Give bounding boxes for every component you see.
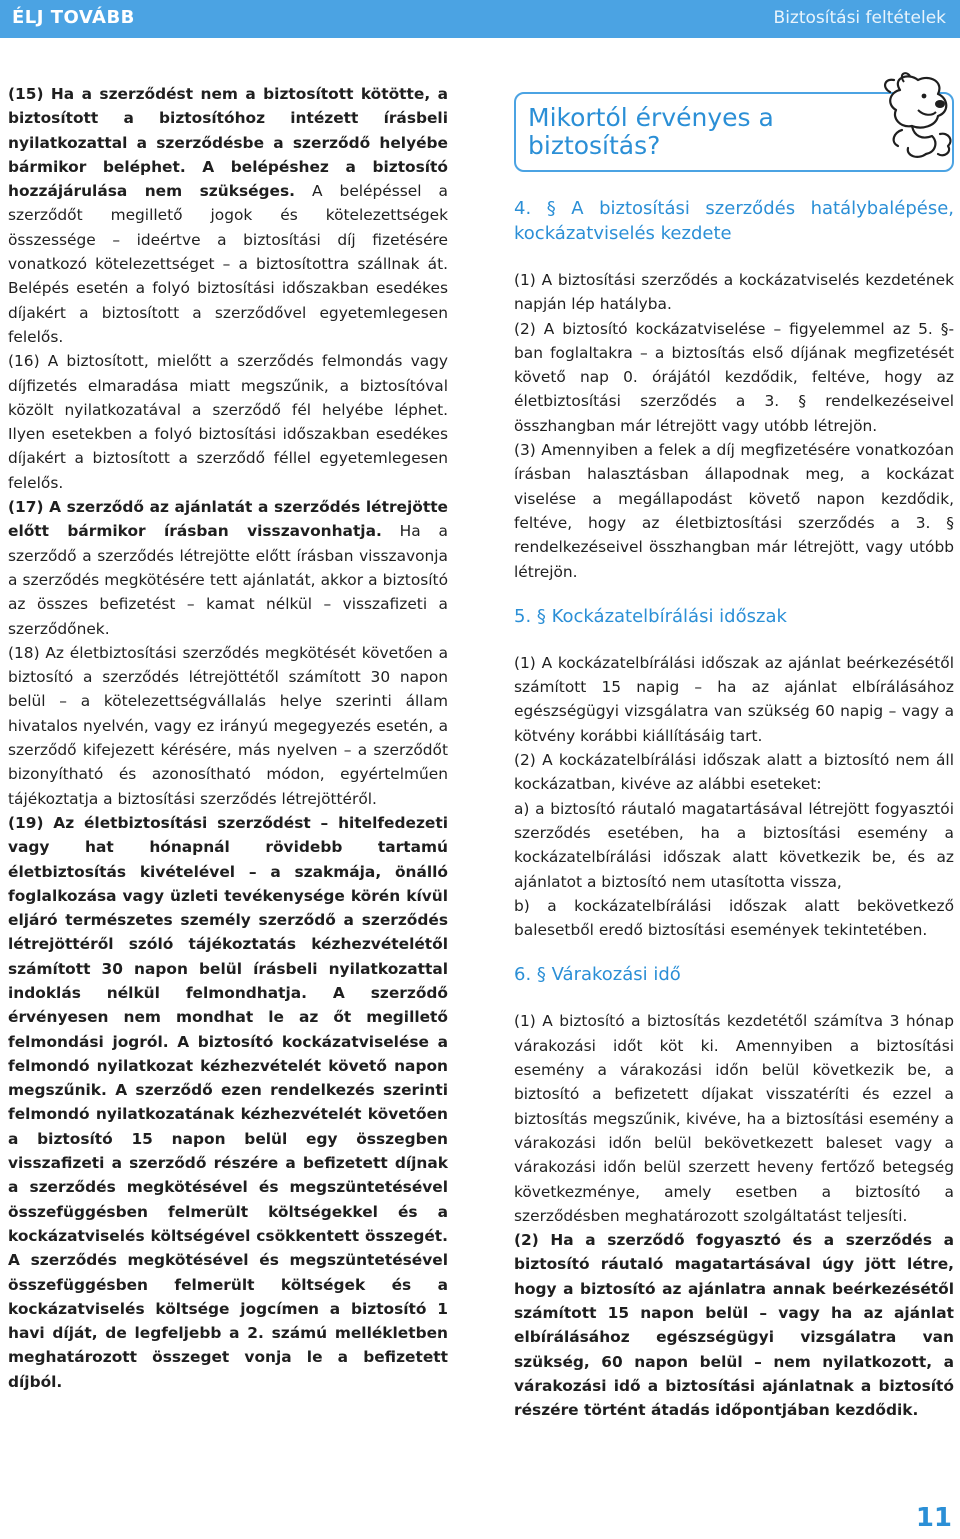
right-column <box>514 196 954 1422</box>
section-4-paragraph-2: (2) A biztosító kockázatviselése – figyelemmel az 5. §-ban foglaltakra – a biztosítás első díjának megfizetését követő nap 0. órájától kezdődik, feltéve, hogy az életbiztosítási szerződés a 3. § rendelkezéseivel összhangban már létrejött vagy utóbb létrejön. <box>514 319 954 435</box>
paragraph-16: (16) A biztosított, mielőtt a szerződés felmondás vagy díjfizetés elmaradása miatt megszűnik, a biztosítóval közölt nyilatkozatával a szerződő fél helyébe léphet. Ilyen esetekben a folyó biztosítási időszakban esedékes díjakért a biztosított a szerződő féllel egyetemlegesen felelős. <box>8 352 448 492</box>
section-6-title: 6. § Várakozási idő <box>514 964 681 986</box>
header-bar <box>0 0 960 38</box>
section-5-paragraph-2: (2) A kockázatelbírálási időszak alatt a biztosító nem áll kockázatban, kivéve az alábbi eseteket: <box>514 751 954 794</box>
page-number: 11 <box>915 1503 952 1533</box>
paragraph-18: (18) Az életbiztosítási szerződés megkötését követően a biztosító a szerződés létrejöttétől számított 30 napon belül – a kötelezettségvállalás helye szerinti állam hivatalos nyelvén, vagy ez irányú megegyezés esetén, a szerződő kifejezett kérésére, más nyelven – a szerződőt bizonyítható és azonosítható módon, egyértelműen tájékoztatja a biztosítási szerződés létrejöttéről. <box>8 643 448 808</box>
paragraph-15-rest: A belépéssel a szerződőt megillető jogok és kötelezettségek összessége – ideértve a biztosítási díj fizetésére vonatkozó kötelezettséget – a biztosítottra szállnak át. Belépés esetén a folyó biztosítási időszakban esedékes díjakért a biztosított a szerződővel egyetemlegesen felelős. <box>8 182 448 346</box>
left-column <box>8 82 448 1394</box>
section-6-paragraph-1: (1) A biztosító a biztosítás kezdetétől számítva 3 hónap várakozási időt köt ki. Amennyiben a biztosítási esemény a várakozási időn belül következik be, a biztosító a befizetett díjakat visszatéríti és ezzel a biztosítás megszűnik, kivéve, ha a biztosítási esemény a várakozási időn belül bekövetkezett baleset vagy a várakozási időn belül szerzett heveny fertőző betegség következménye, amely esetben a biztosító a szerződésben meghatározott szolgáltatást teljesíti. <box>514 1012 954 1225</box>
section-5-title: 5. § Kockázatelbírálási időszak <box>514 605 787 627</box>
paragraph-17 <box>8 495 448 641</box>
paragraph-15 <box>8 82 448 349</box>
section-5-item-b: b) a kockázatelbírálási időszak alatt bekövetkező balesetből eredő biztosítási események tekintetében. <box>514 896 954 940</box>
paragraph-19: (19) Az életbiztosítási szerződést – hitelfedezeti vagy hat hónapnál rövidebb tartamú életbiztosítás kivételével – a szakmája, önálló foglalkozása vagy üzleti tevékenysége körén kívül eljáró természetes személy szerződő a szerződés létrejöttéről szóló tájékoztatás kézhezvételétől számított 30 napon belül írásbeli nyilatkozattal indoklás nélkül felmondhatja. A szerződő érvényesen nem mondhat le az őt megillető felmondási jogról. A biztosító kockázatviselése a felmondó nyilatkozat kézhezvételét követő napon megszűnik. A szerződő ezen rendelkezés szerinti felmondó nyilatkozatának kézhezvételét követően a biztosító 15 napon belül egy összegben visszafizeti a szerződő részére a befizetett díjnak a szerződés megkötésével és megszüntetésével összefüggésben felmerült költségekkel és a kockázatviselés költségével csökkentett összegét. A szerződés megkötésével és megszüntetésével összefüggésben felmerült költségek és a kockázatviselés költsége jogcímen a biztosító 1 havi díját, de legfeljebb a 2. számú mellékletben meghatározott összeget vonja le a befizetett díjból. <box>8 813 448 1391</box>
paragraph-15-bold: (15) Ha a szerződést nem a biztosított kötötte, a biztosított a biztosítóhoz intézett írásbeli nyilatkozattal a szerződésbe a szerződő helyébe bármikor beléphet. A belépéshez a biztosító hozzájárulása nem szükséges. <box>8 85 448 201</box>
section-5-paragraph-1: (1) A kockázatelbírálási időszak az ajánlat beérkezésétől számított 15 napig – ha az ajánlat elbírálásához egészségügyi vizsgálatra van szükség 60 napig – vagy a kötvény korábbi kiállításáig tart. <box>514 653 954 745</box>
paragraph-17-rest: Ha a szerződő a szerződés létrejötte előtt írásban visszavonja a szerződés megkötésére tett ajánlatát, akkor a biztosító az összes befizetést – kamat nélkül – visszafizeti a szerződőnek. <box>8 522 448 638</box>
section-4-paragraph-3: (3) Amennyiben a felek a díj megfizetésére vonatkozóan írásban halasztásban állapodnak meg, a kockázat viselése a megállapodást követő napon kezdődik, feltéve, hogy az életbiztosítási szerződés a 3. § rendelkezéseivel összhangban már létrejött, vagy utóbb létrejön. <box>514 441 954 581</box>
section-6-paragraph-2: (2) Ha a szerződő fogyasztó és a szerződés a biztosító ráutaló magatartásával úgy jött létre, hogy a biztosító az ajánlatra annak beérkezésétől számított 15 napon belül – vagy ha az ajánlat elbírálásához egészségügyi vizsgálatra van szükség, 60 napon belül – nem nyilatkozott, a várakozási idő a biztosítási ajánlatnak a biztosító részére történt átadás időpontjában kezdődik. <box>514 1231 954 1420</box>
section-4-title: 4. § A biztosítási szerződés hatálybalépése, kockázatviselés kezdete <box>514 198 954 244</box>
section-heading-title: Mikortól érvényes a biztosítás? <box>528 103 774 160</box>
dog-mascot-icon <box>878 70 958 162</box>
header-brand: ÉLJ TOVÁBB <box>12 7 135 28</box>
section-5-item-a: a) a biztosító ráutaló magatartásával létrejött fogyasztói szerződés esetében, ha a biztosítási esemény a kockázatelbírálási időszak alatt következik be, és az ajánlatot a biztosító nem utasította vissza, <box>514 799 954 891</box>
paragraph-17-bold: (17) A szerződő az ajánlatát a szerződés létrejötte előtt bármikor írásban visszavonhatja. <box>8 498 448 541</box>
section-4-paragraph-1: (1) A biztosítási szerződés a kockázatviselés kezdetének napján lép hatályba. <box>514 271 954 314</box>
header-section-title: Biztosítási feltételek <box>773 8 946 28</box>
